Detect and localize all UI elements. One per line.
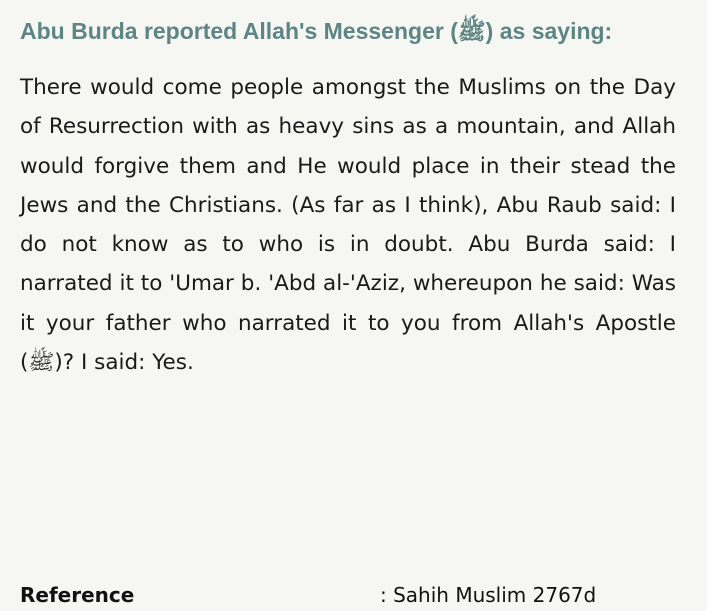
reference-value: : Sahih Muslim 2767d	[380, 583, 597, 607]
reference-row	[20, 583, 700, 611]
hadith-text: There would come people amongst the Muslims on the Day of Resurrection with as heavy sins as a mountain, and Allah would forgive them and He would place in their stead the Jews and the Christians. (As far as I think), Abu Raub said: I do not know as to who is in doubt. Abu Burda said: I narrated it to 'Umar b. 'Abd al-'Aziz, whereupon he said: Was it your father who narrated it to you from Allah's Apostle (ﷺ)? I said: Yes.	[20, 75, 676, 376]
reference-label: Reference	[20, 583, 135, 607]
narrator-heading: Abu Burda reported Allah's Messenger (ﷺ) as saying:	[20, 18, 613, 44]
